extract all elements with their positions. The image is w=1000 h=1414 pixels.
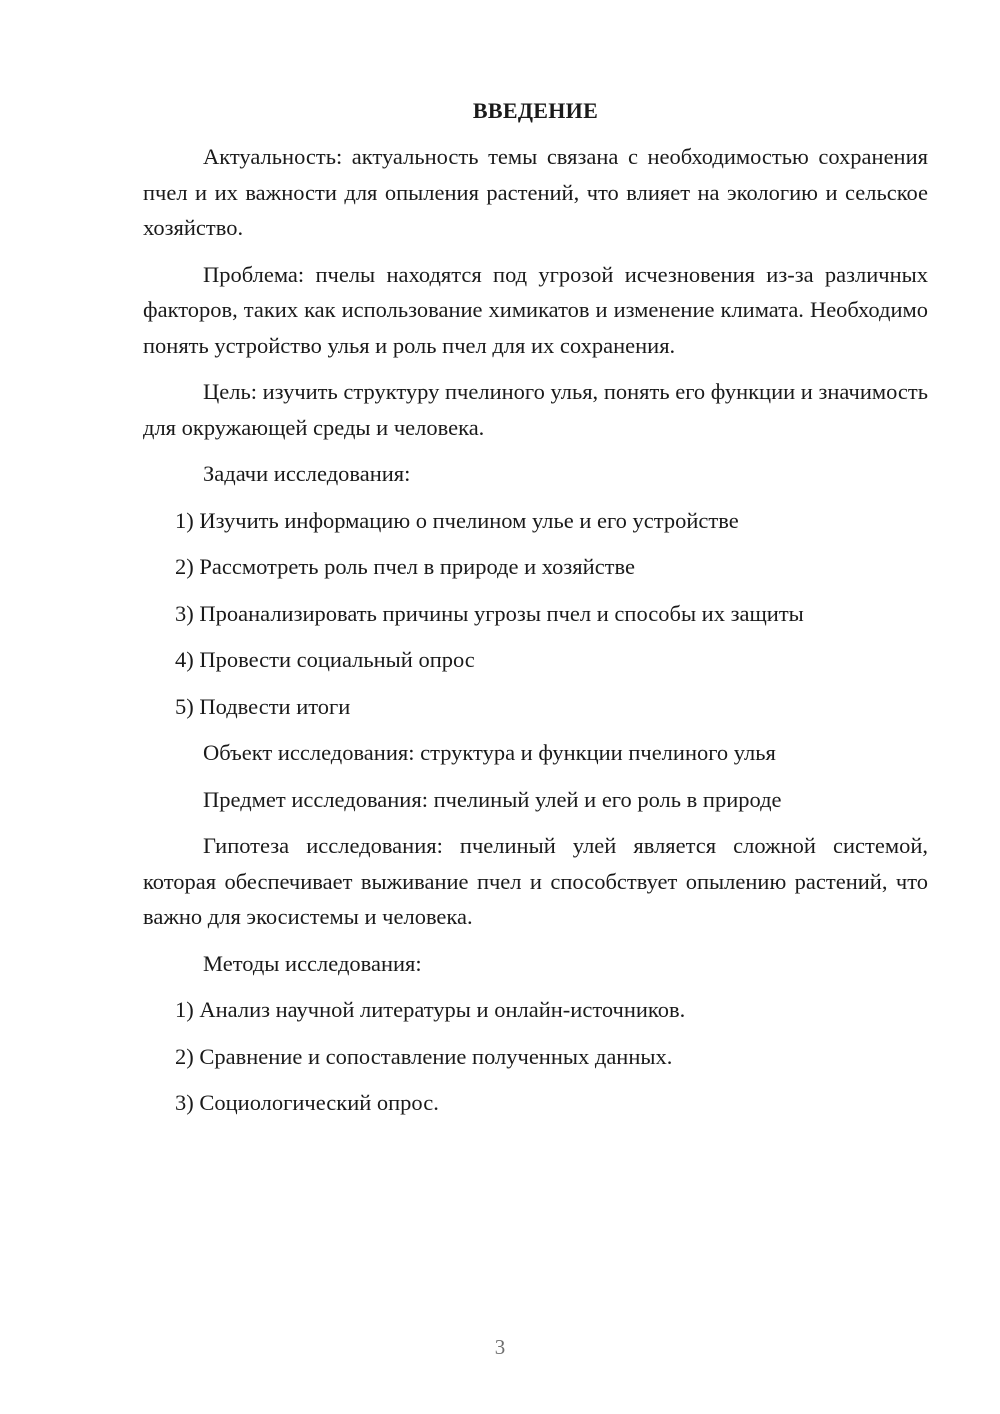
tasks-title: Задачи исследования: bbox=[203, 461, 411, 486]
method-item: 3) Социологический опрос. bbox=[175, 1090, 439, 1115]
task-item: 2) Рассмотреть роль пчел в природе и хозяйстве bbox=[175, 554, 635, 579]
research-subject: Предмет исследования: пчелиный улей и его роль в природе bbox=[203, 786, 782, 812]
hypothesis-paragraph: Гипотеза исследования: пчелиный улей является сложной системой, которая обеспечивает выживание пчел и способствует опылению растений, что важно для экосистемы и человека. bbox=[143, 833, 928, 929]
research-object: Объект исследования: структура и функции пчелиного улья bbox=[203, 740, 776, 765]
method-item: 1) Анализ научной литературы и онлайн-источников. bbox=[175, 997, 686, 1022]
tasks-list bbox=[143, 503, 928, 725]
method-item: 2) Сравнение и сопоставление полученных данных. bbox=[175, 1043, 673, 1069]
relevance-paragraph: Актуальность: актуальность темы связана с необходимостью сохранения пчел и их важности для опыления растений, что влияет на экологию и сельское хозяйство. bbox=[143, 144, 928, 240]
goal-paragraph: Цель: изучить структуру пчелиного улья, понять его функции и значимость для окружающей среды и человека. bbox=[143, 379, 928, 440]
task-item: 3) Проанализировать причины угрозы пчел и способы их защиты bbox=[175, 600, 804, 626]
page-number: 3 bbox=[494, 1335, 506, 1359]
task-item: 4) Провести социальный опрос bbox=[175, 647, 475, 672]
task-item: 1) Изучить информацию о пчелином улье и его устройстве bbox=[175, 507, 739, 533]
methods-list bbox=[143, 992, 928, 1121]
task-item: 5) Подвести итоги bbox=[175, 693, 351, 719]
methods-title: Методы исследования: bbox=[203, 950, 422, 976]
page-content bbox=[143, 94, 928, 1132]
problem-paragraph: Проблема: пчелы находятся под угрозой исчезновения из-за различных факторов, таких как использование химикатов и изменение климата. Необходимо понять устройство улья и роль пчел для их сохранения. bbox=[143, 261, 928, 358]
page-title: ВВЕДЕНИЕ bbox=[472, 98, 599, 123]
